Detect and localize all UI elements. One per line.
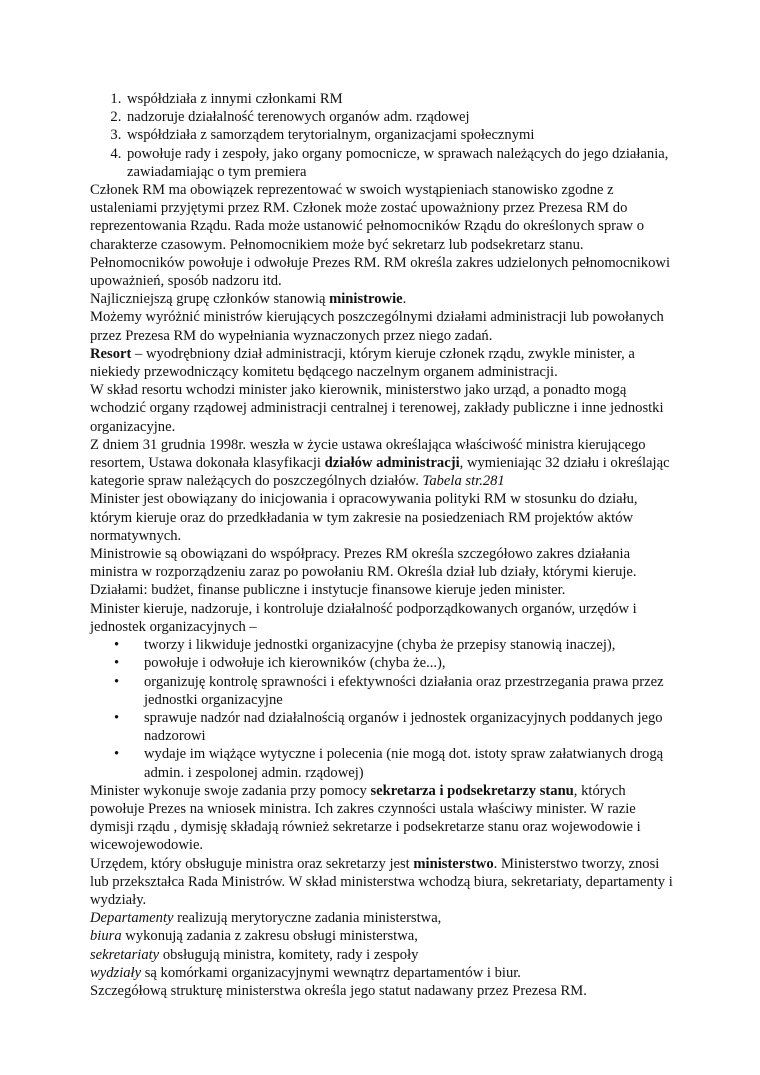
text-run: obsługują ministra, komitety, rady i zespoły	[159, 946, 419, 963]
italic-reference: Tabela str.281	[422, 473, 505, 490]
definition-line	[90, 946, 680, 964]
list-item: • sprawuje nadzór nad działalnością organów i jednostek organizacyjnych poddanych jego nadzorowi	[134, 709, 680, 745]
text-run: wykonują zadania z zakresu obsługi ministerstwa,	[121, 928, 418, 945]
text-run: , których powołuje Prezes na wniosek ministra. Ich zakres czynności ustala właściwy minister. W razie dymisji rządu , dymisję składają również sekretarze i podsekretarze stanu oraz wojewodowie i wicewojewodowie.	[90, 782, 641, 854]
document-page	[90, 90, 680, 1000]
italic-term: sekretariaty	[90, 946, 160, 963]
paragraph-minister-kieruje: Minister kieruje, nadzoruje, i kontroluje działalność podporządkowanych organów, urzędów i jednostek organizacyjnych –	[90, 600, 637, 635]
paragraph-sklad-resortu: W skład resortu wchodzi minister jako kierownik, ministerstwo jako urząd, a ponadto mogą wchodzić organy rządowej administracji centralnej i terenowej, zakłady publiczne i inne jednostki organizacyjne.	[90, 382, 664, 435]
list-item: 3. współdziała z samorządem terytorialnym, organizacjami społecznymi	[125, 126, 680, 144]
text-run: . Ministerstwo tworzy, znosi lub przekształca Rada Ministrów. W skład ministerstwa wchodzą biura, sekretariaty, departamenty i wydziały.	[90, 855, 673, 908]
list-item: 2. nadzoruje działalność terenowych organów adm. rządowej	[125, 108, 680, 126]
list-item: 4. powołuje rady i zespoły, jako organy pomocnicze, w sprawach należących do jego działania, zawiadamiając o tym premiera	[125, 145, 680, 181]
definition-line	[90, 964, 680, 982]
list-item: • tworzy i likwiduje jednostki organizacyjne (chyba że przepisy stanowią inaczej),	[134, 636, 680, 654]
duties-ordered-list	[90, 90, 680, 181]
text-run: , wymieniając 32 działu i określając kategorie spraw należących do poszczególnych działów.	[90, 455, 670, 490]
paragraph-mozemy: Możemy wyróżnić ministrów kierujących poszczególnymi działami administracji lub powołanych przez Prezesa RM do wypełniania wyznaczonych przez niego zadań.	[90, 309, 664, 344]
text-run: Minister wykonuje swoje zadania przy pomocy	[90, 782, 371, 799]
bold-term: ministrowie	[329, 291, 403, 308]
paragraph-najliczniejsza	[90, 290, 680, 308]
powers-bullet-list	[90, 636, 680, 782]
bold-term: działów administracji	[324, 455, 460, 472]
text-run: realizują merytoryczne zadania ministerstwa,	[173, 910, 442, 927]
definition-line	[90, 927, 680, 945]
paragraph-ministrowie-wspolpraca: Ministrowie są obowiązani do współpracy. Prezes RM określa szczegółowo zakres działania ministra w rozporządzeniu zaraz po powołaniu RM. Określa dział lub działy, którymi kieruje.	[90, 546, 637, 581]
paragraph-dzialami: Działami: budżet, finanse publiczne i instytucje finansowe kieruje jeden minister.	[90, 582, 566, 599]
list-item: 1. współdziała z innymi członkami RM	[125, 90, 680, 108]
italic-term: biura	[90, 928, 122, 945]
bold-term: Resort	[90, 345, 132, 362]
paragraph-szczegolowa: Szczegółową strukturę ministerstwa określa jego statut nadawany przez Prezesa RM.	[90, 982, 587, 999]
bold-term: ministerstwo	[413, 855, 494, 872]
paragraph-minister-obowiazany: Minister jest obowiązany do inicjowania i opracowywania polityki RM w stosunku do działu, którym kieruje oraz do przedkładania w tym zakresie na posiedzeniach RM projektów aktów normatywnych.	[90, 491, 638, 544]
list-item: • powołuje i odwołuje ich kierowników (chyba że...),	[134, 654, 680, 672]
bold-term: sekretarza i podsekretarzy stanu	[370, 782, 574, 799]
text-run: .	[402, 291, 407, 308]
text-run: Z dniem 31 grudnia 1998r. weszła w życie ustawa określająca właściwość ministra kierującego resortem, Ustawa dokonała klasyfikacji	[90, 436, 646, 472]
paragraph-z-dniem	[90, 436, 680, 491]
paragraph-czlonek: Członek RM ma obowiązek reprezentować w swoich wystąpieniach stanowisko zgodne z ustaleniami przyjętymi przez RM. Członek może zostać upoważniony przez Prezesa RM do reprezentowania Rządu. Rada może ustanowić pełnomocników Rządu do określonych spraw o charakterze czasowym. Pełnomocnikiem może być sekretarz lub podsekretarz stanu. Pełnomocników powołuje i odwołuje Prezes RM. RM określa zakres udzielonych pełnomocnikowi upoważnień, sposób nadzoru itd.	[90, 182, 670, 290]
list-item: • organizuję kontrolę sprawności i efektywności działania oraz przestrzegania prawa przez jednostki organizacyjne	[134, 673, 680, 709]
paragraph-minister-wykonuje	[90, 782, 680, 855]
text-run: są komórkami organizacyjnymi wewnątrz departamentów i biur.	[141, 964, 521, 981]
italic-term: Departamenty	[90, 910, 174, 927]
paragraph-resort	[90, 345, 680, 381]
text-run: – wyodrębniony dział administracji, którym kieruje członek rządu, zwykle minister, a niekiedy przewodniczący komitetu będącego naczelnym organem administracji.	[90, 345, 635, 381]
italic-term: wydziały	[90, 964, 142, 981]
list-item: • wydaje im wiążące wytyczne i polecenia (nie mogą dot. istoty spraw załatwianych drogą admin. i zespolonej admin. rządowej)	[134, 745, 680, 781]
text-run: Najliczniejszą grupę członków stanowią	[90, 291, 330, 308]
text-run: Urzędem, który obsługuje ministra oraz sekretarzy jest	[90, 855, 414, 872]
definition-line	[90, 909, 680, 927]
paragraph-urzedem	[90, 855, 680, 910]
